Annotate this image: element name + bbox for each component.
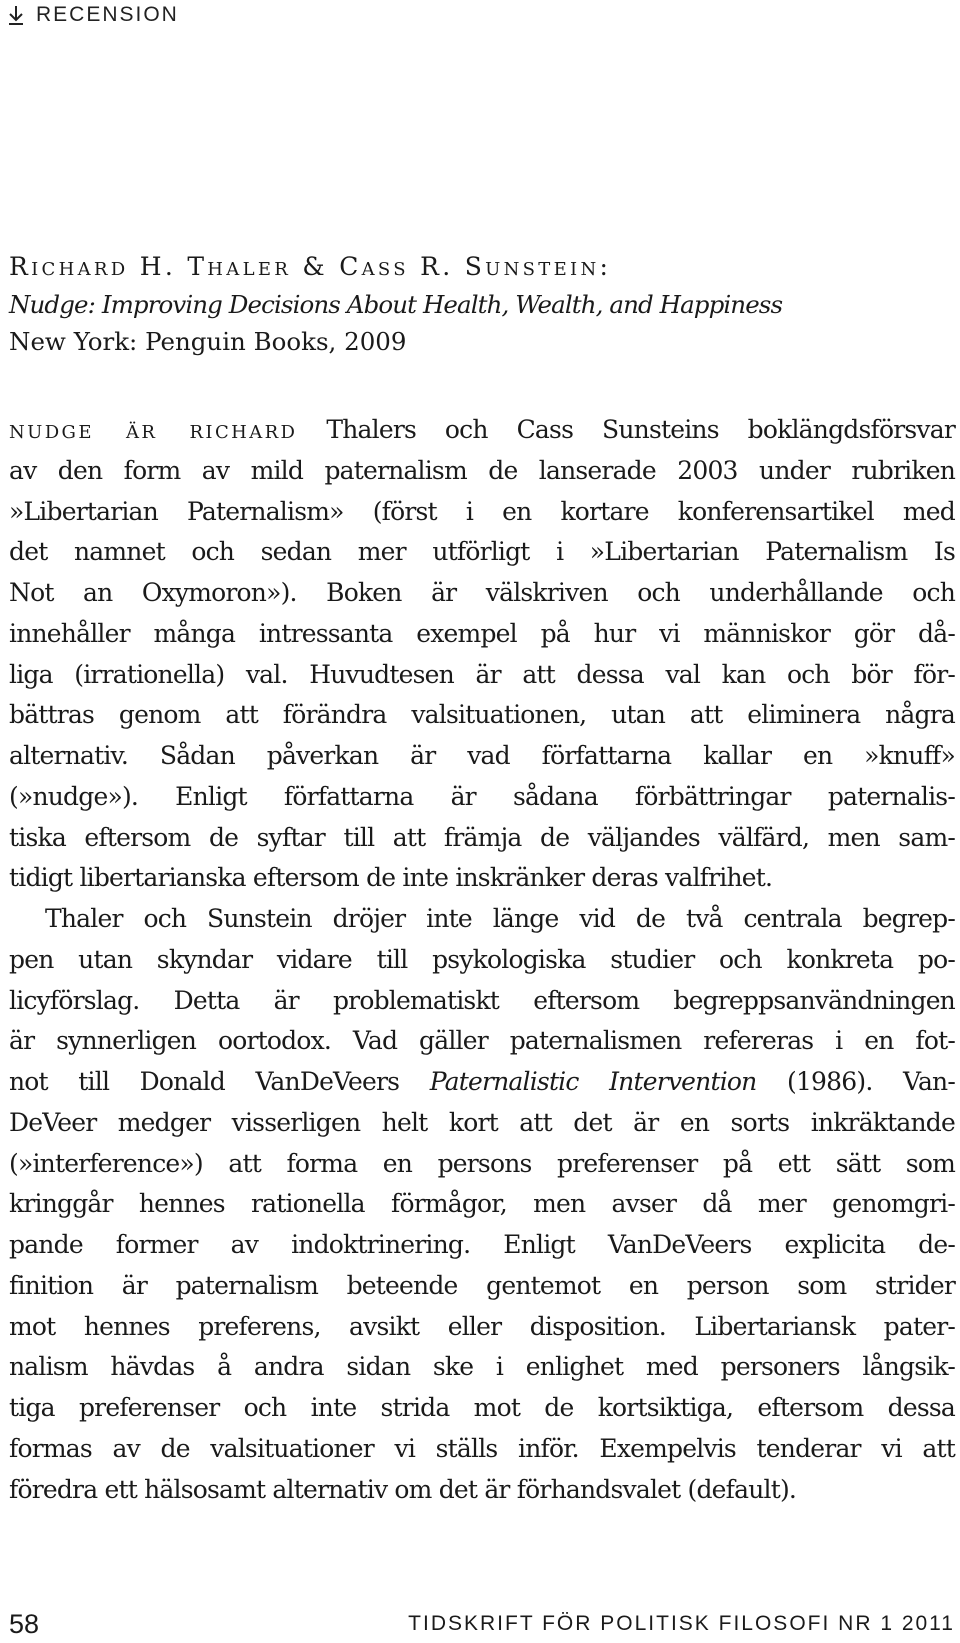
body-line: Not an Oxymoron»). Boken är välskriven och underhållande och xyxy=(9,578,955,607)
body-line: pande former av indoktrinering. Enligt VanDeVeers explicita de- xyxy=(9,1230,955,1259)
body-line: tidigt libertarianska eftersom de inte inskränker deras valfrihet. xyxy=(9,863,773,893)
body-line: not till Donald VanDeVeers Paternalistic Intervention (1986). Van- xyxy=(9,1067,955,1096)
body-line: liga (irrationella) val. Huvudtesen är att dessa val kan och bör för- xyxy=(9,659,955,689)
book-reference xyxy=(9,250,955,360)
download-arrow-icon xyxy=(8,5,24,25)
body-line: föredra ett hälsosamt alternativ om det är förhandsvalet (default). xyxy=(9,1474,797,1504)
body-line: tiga preferenser och inte strida mot de kortsiktiga, eftersom dessa xyxy=(9,1393,955,1422)
body-line: (»interference») att forma en persons preferenser på ett sätt som xyxy=(9,1148,955,1178)
page-number: 58 xyxy=(9,1608,40,1639)
body-line: »Libertarian Paternalism» (först i en kortare konferensartikel med xyxy=(9,496,955,526)
book-title: Nudge: Improving Decisions About Health, Wealth, and Happiness xyxy=(9,290,783,319)
body-line: formas av de valsituationer vi ställs inför. Exempelvis tenderar vi att xyxy=(9,1433,955,1463)
body-line: Thaler och Sunstein dröjer inte länge vid de två centrala begrep- xyxy=(45,904,955,933)
journal-name: TIDSKRIFT FÖR POLITISK FILOSOFI NR 1 2011 xyxy=(408,1612,955,1635)
body-line: är synnerligen oortodox. Vad gäller paternalismen refereras i en fot- xyxy=(9,1026,955,1056)
body-line: av den form av mild paternalism de lanserade 2003 under rubriken xyxy=(9,455,955,485)
body-line: nudge är richard Thalers och Cass Sunsteins boklängdsförsvar xyxy=(9,415,955,444)
body-line: (»nudge»). Enligt författarna är sådana förbättringar paternalis- xyxy=(9,781,955,811)
book-authors: Richard H. Thaler & Cass R. Sunstein: xyxy=(9,252,612,281)
body-line: kringgår hennes rationella förmågor, men avser då mer genomgri- xyxy=(9,1189,955,1219)
body-line: det namnet och sedan mer utförligt i »Libertarian Paternalism Is xyxy=(9,537,955,567)
body-line: finition är paternalism beteende gentemot en person som strider xyxy=(9,1270,955,1300)
body-line: nalism hävdas å andra sidan ske i enlighet med personers långsik- xyxy=(9,1352,955,1382)
body-line: licyförslag. Detta är problematiskt eftersom begreppsanvändningen xyxy=(9,985,955,1015)
cited-work-title: Paternalistic Intervention xyxy=(429,1067,757,1096)
body-line: pen utan skyndar vidare till psykologiska studier och konkreta po- xyxy=(9,944,955,974)
body-line: tiska eftersom de syftar till att främja de väljandes välfärd, men sam- xyxy=(9,822,955,852)
section-label: RECENSION xyxy=(36,3,179,26)
body-line: DeVeer medger visserligen helt kort att det är en sorts inkräktande xyxy=(9,1107,955,1137)
body-line: bättras genom att förändra valsituationen, utan att eliminera några xyxy=(9,700,955,730)
page-footer xyxy=(9,1608,955,1640)
review-body xyxy=(9,410,955,1510)
section-header xyxy=(8,2,179,28)
body-line: mot hennes preferens, avsikt eller disposition. Libertariansk pater- xyxy=(9,1311,955,1341)
book-publication: New York: Penguin Books, 2009 xyxy=(9,327,407,356)
body-line: innehåller många intressanta exempel på hur vi människor gör då- xyxy=(9,618,955,648)
lead-in-caps: nudge är richard xyxy=(9,415,298,444)
body-line: alternativ. Sådan påverkan är vad författarna kallar en »knuff» xyxy=(9,741,955,770)
